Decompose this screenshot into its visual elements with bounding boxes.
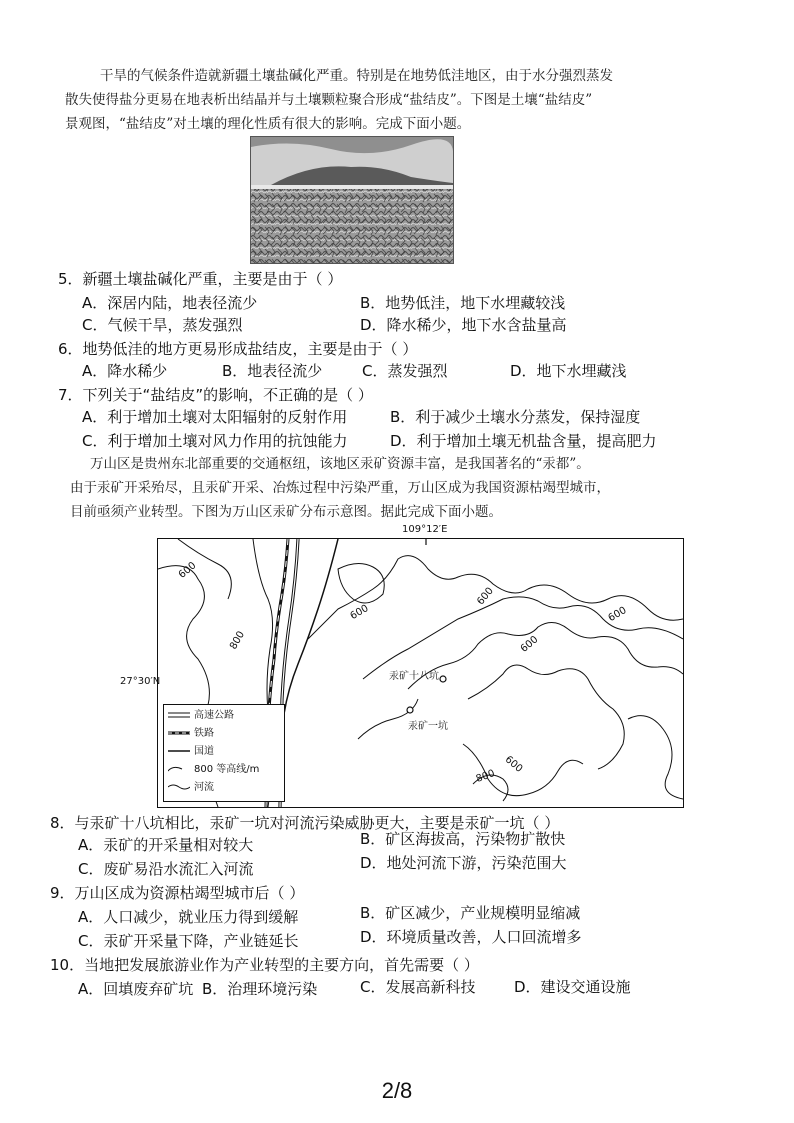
mine-18-label: 汞矿十八坑 (389, 671, 439, 682)
national-road-icon (168, 747, 190, 755)
passage1-line3: 景观图，“盐结皮”对土壤的理化性质有很大的影响。完成下面小题。 (65, 116, 471, 132)
question-10: 10．当地把发展旅游业作为产业转型的主要方向，首先需要（ ） (50, 956, 479, 974)
contour-label: 600 (518, 634, 541, 655)
longitude-label: 109°12′E (402, 524, 448, 535)
q8-option-a[interactable]: A．汞矿的开采量相对较大 (78, 836, 254, 854)
railway-icon (168, 729, 190, 737)
map-legend (163, 704, 285, 802)
passage2-line2: 由于汞矿开采殆尽，且汞矿开采、冶炼过程中污染严重，万山区成为我国资源枯竭型城市， (70, 480, 610, 496)
salt-crust-photo (250, 136, 454, 264)
contour-label: 800 (228, 629, 248, 652)
q6-option-a[interactable]: A．降水稀少 (82, 362, 168, 380)
passage-wanshan (70, 452, 720, 524)
q7-option-d[interactable]: D．利于增加土壤无机盐含量，提高肥力 (390, 432, 657, 450)
legend-river: 河流 (168, 781, 214, 795)
passage2-line1: 万山区是贵州东北部重要的交通枢纽，该地区汞矿资源丰富，是我国著名的“汞都”。 (90, 456, 590, 472)
question-5: 5．新疆土壤盐碱化严重，主要是由于（ ） (58, 270, 343, 288)
contour-line (468, 665, 624, 769)
q9-option-a[interactable]: A．人口减少，就业压力得到缓解 (78, 908, 299, 926)
question-9: 9．万山区成为资源枯竭型城市后（ ） (50, 884, 305, 902)
q5-option-a[interactable]: A．深居内陆，地表径流少 (82, 294, 258, 312)
q5-option-d[interactable]: D．降水稀少，地下水含盐量高 (360, 316, 567, 334)
q9-option-c[interactable]: C．汞矿开采量下降，产业链延长 (78, 932, 299, 950)
river-icon (168, 783, 190, 791)
passage-salt-crust (65, 64, 700, 136)
latitude-label: 27°30′N (120, 676, 161, 687)
q8-option-b[interactable]: B．矿区海拔高，污染物扩散快 (360, 830, 566, 848)
contour-line (308, 556, 683, 639)
q9-option-d[interactable]: D．环境质量改善，人口回流增多 (360, 928, 582, 946)
q8-option-c[interactable]: C．废矿易沿水流汇入河流 (78, 860, 254, 878)
highway-icon (168, 711, 190, 719)
question-7: 7．下列关于“盐结皮”的影响，不正确的是（ ） (58, 386, 373, 404)
page-number: 2/8 (381, 1078, 413, 1103)
mine-18-marker (440, 676, 446, 682)
q7-option-c[interactable]: C．利于增加土壤对风力作用的抗蚀能力 (82, 432, 348, 450)
salt-crust-image (251, 137, 453, 263)
q9-option-b[interactable]: B．矿区减少，产业规模明显缩减 (360, 904, 581, 922)
contour-label: 600 (475, 585, 496, 608)
contour-label: 600 (176, 560, 199, 581)
mine-1-marker (407, 707, 413, 713)
passage2-line3: 目前亟须产业转型。下图为万山区汞矿分布示意图。据此完成下面小题。 (70, 504, 502, 520)
passage1-line1: 干旱的气候条件造就新疆土壤盐碱化严重。特别是在地势低洼地区，由于水分强烈蒸发 (100, 68, 613, 84)
legend-railway: 铁路 (168, 727, 214, 741)
question-8: 8．与汞矿十八坑相比，汞矿一坑对河流污染威胁更大，主要是汞矿一坑（ ） (50, 814, 560, 832)
contour-label: 600 (502, 754, 525, 775)
q10-option-b[interactable]: B．治理环境污染 (202, 980, 318, 998)
contour-line (463, 744, 583, 796)
q7-option-b[interactable]: B．利于减少土壤水分蒸发，保持湿度 (390, 408, 641, 426)
q6-option-c[interactable]: C．蒸发强烈 (362, 362, 448, 380)
national-road-line (284, 539, 338, 714)
contour-icon (168, 765, 190, 773)
contour-label: 600 (606, 604, 629, 625)
contour-label: 800 (474, 768, 497, 785)
q5-option-b[interactable]: B．地势低洼，地下水埋藏较浅 (360, 294, 566, 312)
q10-option-c[interactable]: C．发展高新科技 (360, 978, 476, 996)
contour-line (408, 622, 683, 689)
contour-line (338, 563, 384, 603)
q10-option-a[interactable]: A．回填废弃矿坑 (78, 980, 194, 998)
passage1-line2: 散失使得盐分更易在地表析出结晶并与土壤颗粒聚合形成“盐结皮”。下图是土壤“盐结皮” (65, 92, 593, 108)
q6-option-b[interactable]: B．地表径流少 (222, 362, 323, 380)
q10-option-d[interactable]: D．建设交通设施 (514, 978, 631, 996)
q7-option-a[interactable]: A．利于增加土壤对太阳辐射的反射作用 (82, 408, 348, 426)
question-6: 6．地势低洼的地方更易形成盐结皮，主要是由于（ ） (58, 340, 418, 358)
q6-option-d[interactable]: D．地下水埋藏浅 (510, 362, 627, 380)
q5-option-c[interactable]: C．气候干旱，蒸发强烈 (82, 316, 243, 334)
q8-option-d[interactable]: D．地处河流下游，污染范围大 (360, 854, 567, 872)
mine-1-label: 汞矿一坑 (408, 721, 448, 732)
legend-contour: 800 等高线/m (168, 763, 259, 777)
legend-national-road: 国道 (168, 745, 214, 759)
legend-highway: 高速公路 (168, 709, 234, 723)
contour-line (628, 716, 683, 799)
contour-label: 600 (348, 602, 371, 623)
